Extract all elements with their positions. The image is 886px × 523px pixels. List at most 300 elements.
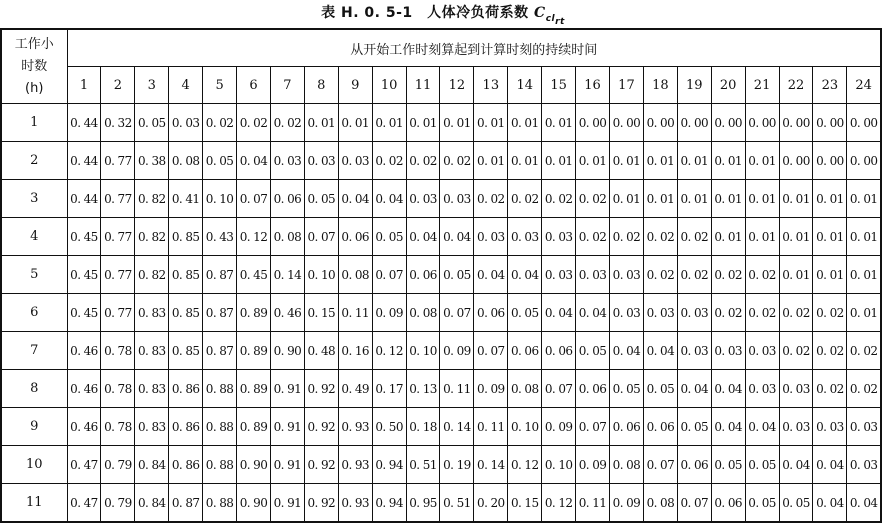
coefficient-cell: 0. 07	[237, 180, 271, 218]
coefficient-cell: 0. 01	[813, 218, 847, 256]
coefficient-cell: 0. 02	[440, 142, 474, 180]
coefficient-cell: 0. 02	[677, 256, 711, 294]
hour-header: 17	[610, 67, 644, 104]
coefficient-cell: 0. 00	[779, 104, 813, 142]
coefficient-cell: 0. 01	[508, 104, 542, 142]
coefficient-cell: 0. 77	[101, 294, 135, 332]
coefficient-cell: 0. 49	[338, 370, 372, 408]
coefficient-cell: 0. 01	[610, 142, 644, 180]
coefficient-cell: 0. 10	[542, 446, 576, 484]
coefficient-cell: 0. 06	[711, 484, 745, 523]
coefficient-cell: 0. 50	[372, 408, 406, 446]
coefficient-cell: 0. 85	[169, 218, 203, 256]
coefficient-cell: 0. 02	[779, 332, 813, 370]
coefficient-cell: 0. 04	[813, 446, 847, 484]
coefficient-cell: 0. 19	[440, 446, 474, 484]
coefficient-cell: 0. 18	[406, 408, 440, 446]
coefficient-cell: 0. 02	[610, 218, 644, 256]
coefficient-cell: 0. 05	[372, 218, 406, 256]
coefficient-cell: 0. 01	[779, 218, 813, 256]
coefficient-cell: 0. 51	[406, 446, 440, 484]
coefficient-cell: 0. 09	[372, 294, 406, 332]
coefficient-cell: 0. 02	[711, 294, 745, 332]
coefficient-cell: 0. 04	[745, 408, 779, 446]
hour-header: 6	[237, 67, 271, 104]
coefficient-cell: 0. 06	[508, 332, 542, 370]
coefficient-cell: 0. 06	[338, 218, 372, 256]
header-row-hours	[1, 67, 881, 104]
coefficient-cell: 0. 03	[745, 370, 779, 408]
coefficient-cell: 0. 06	[542, 332, 576, 370]
table-row	[1, 218, 881, 256]
coefficient-cell: 0. 89	[237, 408, 271, 446]
coefficient-cell: 0. 06	[610, 408, 644, 446]
coefficient-cell: 0. 46	[270, 294, 304, 332]
table-row	[1, 484, 881, 523]
coefficient-cell: 0. 92	[304, 446, 338, 484]
coefficient-cell: 0. 01	[745, 142, 779, 180]
coefficient-cell: 0. 06	[474, 294, 508, 332]
coefficient-cell: 0. 10	[406, 332, 440, 370]
coefficient-cell: 0. 05	[576, 332, 610, 370]
coefficient-cell: 0. 02	[745, 294, 779, 332]
hour-header: 13	[474, 67, 508, 104]
coefficient-cell: 0. 03	[610, 256, 644, 294]
coefficient-cell: 0. 87	[169, 484, 203, 523]
coefficient-cell: 0. 05	[203, 142, 237, 180]
hour-header: 3	[135, 67, 169, 104]
coefficient-cell: 0. 43	[203, 218, 237, 256]
coefficient-cell: 0. 85	[169, 294, 203, 332]
coefficient-cell: 0. 48	[304, 332, 338, 370]
coefficient-cell: 0. 02	[474, 180, 508, 218]
coefficient-cell: 0. 01	[779, 256, 813, 294]
coefficient-cell: 0. 00	[813, 142, 847, 180]
coefficient-cell: 0. 01	[643, 142, 677, 180]
coefficient-cell: 0. 01	[745, 218, 779, 256]
coefficient-cell: 0. 12	[508, 446, 542, 484]
coefficient-cell: 0. 90	[270, 332, 304, 370]
hour-header: 14	[508, 67, 542, 104]
coefficient-cell: 0. 12	[542, 484, 576, 523]
coefficient-cell: 0. 83	[135, 294, 169, 332]
coefficient-cell: 0. 84	[135, 484, 169, 523]
coefficient-cell: 0. 03	[779, 370, 813, 408]
table-title-prefix: 表 H. 0. 5-1 人体冷负荷系数	[321, 5, 535, 21]
coefficient-cell: 0. 95	[406, 484, 440, 523]
coefficient-cell: 0. 92	[304, 408, 338, 446]
coefficient-cell: 0. 93	[338, 446, 372, 484]
hour-header: 24	[847, 67, 881, 104]
coefficient-cell: 0. 01	[508, 142, 542, 180]
coefficient-cell: 0. 47	[67, 446, 101, 484]
coefficient-cell: 0. 77	[101, 256, 135, 294]
hour-header: 15	[542, 67, 576, 104]
coefficient-cell: 0. 07	[304, 218, 338, 256]
coefficient-cell: 0. 07	[440, 294, 474, 332]
coefficient-cell: 0. 03	[338, 142, 372, 180]
row-hours-label: 6	[1, 294, 67, 332]
coefficient-cell: 0. 86	[169, 408, 203, 446]
coefficient-cell: 0. 02	[542, 180, 576, 218]
coefficient-cell: 0. 83	[135, 408, 169, 446]
hour-header: 16	[576, 67, 610, 104]
coefficient-cell: 0. 05	[610, 370, 644, 408]
hour-header: 22	[779, 67, 813, 104]
coefficient-cell: 0. 86	[169, 370, 203, 408]
coefficient-cell: 0. 01	[542, 142, 576, 180]
coefficient-cell: 0. 05	[135, 104, 169, 142]
coefficient-cell: 0. 04	[372, 180, 406, 218]
coefficient-cell: 0. 02	[508, 180, 542, 218]
coefficient-cell: 0. 08	[643, 484, 677, 523]
coefficient-cell: 0. 04	[440, 218, 474, 256]
coefficient-cell: 0. 07	[474, 332, 508, 370]
coefficient-cell: 0. 01	[847, 180, 881, 218]
coefficient-cell: 0. 82	[135, 180, 169, 218]
hour-header: 5	[203, 67, 237, 104]
coefficient-cell: 0. 03	[813, 408, 847, 446]
coefficient-cell: 0. 14	[440, 408, 474, 446]
coefficient-cell: 0. 00	[847, 142, 881, 180]
table-row	[1, 370, 881, 408]
coefficient-cell: 0. 04	[406, 218, 440, 256]
coefficient-cell: 0. 45	[237, 256, 271, 294]
coefficient-cell: 0. 06	[677, 446, 711, 484]
coefficient-cell: 0. 00	[847, 104, 881, 142]
coefficient-cell: 0. 01	[304, 104, 338, 142]
coefficient-cell: 0. 89	[237, 370, 271, 408]
coefficient-cell: 0. 01	[677, 142, 711, 180]
coefficient-cell: 0. 77	[101, 180, 135, 218]
hour-header: 20	[711, 67, 745, 104]
coefficient-cell: 0. 02	[576, 218, 610, 256]
coefficient-cell: 0. 02	[711, 256, 745, 294]
coefficient-cell: 0. 88	[203, 446, 237, 484]
coefficient-cell: 0. 82	[135, 256, 169, 294]
coefficient-cell: 0. 03	[406, 180, 440, 218]
coefficient-cell: 0. 02	[847, 332, 881, 370]
coefficient-cell: 0. 77	[101, 218, 135, 256]
hour-header: 23	[813, 67, 847, 104]
coefficient-cell: 0. 90	[237, 484, 271, 523]
coefficient-cell: 0. 93	[338, 484, 372, 523]
coefficient-cell: 0. 01	[576, 142, 610, 180]
coefficient-cell: 0. 04	[237, 142, 271, 180]
row-hours-label: 5	[1, 256, 67, 294]
coefficient-cell: 0. 09	[542, 408, 576, 446]
coefficient-cell: 0. 06	[643, 408, 677, 446]
coefficient-cell: 0. 02	[779, 294, 813, 332]
table-row	[1, 408, 881, 446]
coefficient-cell: 0. 04	[677, 370, 711, 408]
table-title	[0, 2, 886, 27]
coefficient-cell: 0. 02	[813, 294, 847, 332]
coefficient-cell: 0. 06	[576, 370, 610, 408]
coefficient-cell: 0. 92	[304, 370, 338, 408]
coefficient-cell: 0. 03	[304, 142, 338, 180]
coefficient-cell: 0. 01	[643, 180, 677, 218]
coefficient-cell: 0. 04	[474, 256, 508, 294]
coefficient-cell: 0. 00	[610, 104, 644, 142]
coefficient-cell: 0. 01	[847, 256, 881, 294]
table-row	[1, 332, 881, 370]
coefficient-cell: 0. 92	[304, 484, 338, 523]
coefficient-cell: 0. 02	[406, 142, 440, 180]
coefficient-cell: 0. 01	[711, 180, 745, 218]
coefficient-cell: 0. 01	[847, 294, 881, 332]
coefficient-cell: 0. 05	[779, 484, 813, 523]
coefficient-cell: 0. 08	[338, 256, 372, 294]
coefficient-cell: 0. 07	[643, 446, 677, 484]
coefficient-cell: 0. 03	[440, 180, 474, 218]
coefficient-cell: 0. 01	[745, 180, 779, 218]
coefficient-cell: 0. 87	[203, 256, 237, 294]
corner-label-line-3: (h)	[25, 80, 44, 96]
hour-header: 12	[440, 67, 474, 104]
coefficient-cell: 0. 91	[270, 408, 304, 446]
coefficient-cell: 0. 03	[745, 332, 779, 370]
coefficient-cell: 0. 88	[203, 484, 237, 523]
coefficient-cell: 0. 01	[542, 104, 576, 142]
coefficient-cell: 0. 02	[203, 104, 237, 142]
hour-header: 11	[406, 67, 440, 104]
coefficient-cell: 0. 44	[67, 104, 101, 142]
hour-header: 1	[67, 67, 101, 104]
coefficient-cell: 0. 91	[270, 484, 304, 523]
hour-header: 9	[338, 67, 372, 104]
coefficient-cell: 0. 00	[677, 104, 711, 142]
coefficient-cell: 0. 12	[372, 332, 406, 370]
coefficient-cell: 0. 04	[542, 294, 576, 332]
coefficient-cell: 0. 20	[474, 484, 508, 523]
coefficient-cell: 0. 02	[643, 256, 677, 294]
coefficient-cell: 0. 04	[338, 180, 372, 218]
coefficient-cell: 0. 07	[542, 370, 576, 408]
coefficient-cell: 0. 01	[338, 104, 372, 142]
coefficient-cell: 0. 01	[440, 104, 474, 142]
hour-header: 2	[101, 67, 135, 104]
coefficient-cell: 0. 14	[270, 256, 304, 294]
coefficient-cell: 0. 88	[203, 408, 237, 446]
row-hours-label: 9	[1, 408, 67, 446]
coefficient-cell: 0. 45	[67, 256, 101, 294]
coefficient-cell: 0. 05	[711, 446, 745, 484]
coefficient-cell: 0. 10	[508, 408, 542, 446]
coefficient-cell: 0. 93	[338, 408, 372, 446]
coefficient-cell: 0. 11	[440, 370, 474, 408]
table-row	[1, 446, 881, 484]
coefficient-cell: 0. 01	[847, 218, 881, 256]
coefficient-cell: 0. 05	[643, 370, 677, 408]
corner-label-line-2: 时数	[21, 58, 48, 74]
coefficient-cell: 0. 03	[508, 218, 542, 256]
coefficient-cell: 0. 05	[745, 446, 779, 484]
coefficient-cell: 0. 04	[576, 294, 610, 332]
coefficient-cell: 0. 85	[169, 332, 203, 370]
coefficient-cell: 0. 10	[203, 180, 237, 218]
table-row	[1, 294, 881, 332]
row-hours-label: 10	[1, 446, 67, 484]
table-row	[1, 142, 881, 180]
coefficient-cell: 0. 01	[610, 180, 644, 218]
coefficient-cell: 0. 01	[474, 104, 508, 142]
row-hours-label: 4	[1, 218, 67, 256]
coefficient-cell: 0. 79	[101, 446, 135, 484]
coefficient-cell: 0. 01	[813, 256, 847, 294]
coefficient-cell: 0. 09	[576, 446, 610, 484]
coefficient-cell: 0. 01	[372, 104, 406, 142]
coefficient-cell: 0. 01	[711, 142, 745, 180]
coefficient-cell: 0. 90	[237, 446, 271, 484]
coefficient-cell: 0. 02	[813, 370, 847, 408]
hour-header: 4	[169, 67, 203, 104]
coefficient-cell: 0. 00	[813, 104, 847, 142]
row-hours-label: 1	[1, 104, 67, 142]
coefficient-cell: 0. 46	[67, 408, 101, 446]
coefficient-cell: 0. 94	[372, 446, 406, 484]
coefficient-cell: 0. 02	[372, 142, 406, 180]
coefficient-cell: 0. 07	[576, 408, 610, 446]
coefficient-cell: 0. 08	[406, 294, 440, 332]
coefficient-cell: 0. 02	[745, 256, 779, 294]
coefficient-cell: 0. 91	[270, 370, 304, 408]
coefficient-cell: 0. 07	[677, 484, 711, 523]
coefficient-cell: 0. 03	[677, 294, 711, 332]
coefficient-cell: 0. 02	[270, 104, 304, 142]
row-hours-label: 7	[1, 332, 67, 370]
coefficient-cell: 0. 03	[779, 408, 813, 446]
coefficient-cell: 0. 77	[101, 142, 135, 180]
coefficient-cell: 0. 03	[847, 408, 881, 446]
coefficient-cell: 0. 03	[610, 294, 644, 332]
hour-header: 21	[745, 67, 779, 104]
coefficient-cell: 0. 03	[270, 142, 304, 180]
coefficient-cell: 0. 01	[779, 180, 813, 218]
row-hours-label: 11	[1, 484, 67, 523]
coefficient-cell: 0. 04	[643, 332, 677, 370]
row-hours-label: 8	[1, 370, 67, 408]
coefficient-cell: 0. 45	[67, 294, 101, 332]
hour-header: 19	[677, 67, 711, 104]
coefficient-symbol: C	[534, 5, 546, 21]
coefficient-cell: 0. 04	[847, 484, 881, 523]
coefficient-cell: 0. 05	[745, 484, 779, 523]
coefficient-cell: 0. 02	[237, 104, 271, 142]
coefficient-cell: 0. 78	[101, 332, 135, 370]
coefficient-cell: 0. 02	[677, 218, 711, 256]
coefficient-cell: 0. 01	[711, 218, 745, 256]
coefficient-cell: 0. 51	[440, 484, 474, 523]
coefficient-cell: 0. 86	[169, 446, 203, 484]
coefficient-cell: 0. 04	[508, 256, 542, 294]
coefficient-cell: 0. 08	[508, 370, 542, 408]
coefficient-cell: 0. 46	[67, 332, 101, 370]
coefficient-cell: 0. 02	[847, 370, 881, 408]
coefficient-cell: 0. 05	[440, 256, 474, 294]
coefficient-cell: 0. 01	[406, 104, 440, 142]
coefficient-cell: 0. 09	[440, 332, 474, 370]
coefficient-subscript: clrt	[545, 13, 565, 27]
coefficient-cell: 0. 08	[270, 218, 304, 256]
coefficient-cell: 0. 03	[711, 332, 745, 370]
coefficient-cell: 0. 01	[474, 142, 508, 180]
coefficient-cell: 0. 05	[508, 294, 542, 332]
coefficient-cell: 0. 41	[169, 180, 203, 218]
coefficient-cell: 0. 00	[643, 104, 677, 142]
coefficient-cell: 0. 01	[813, 180, 847, 218]
coefficient-cell: 0. 00	[711, 104, 745, 142]
coefficient-cell: 0. 03	[847, 446, 881, 484]
coefficient-cell: 0. 09	[474, 370, 508, 408]
hour-header: 7	[270, 67, 304, 104]
coefficient-cell: 0. 38	[135, 142, 169, 180]
coefficient-cell: 0. 89	[237, 332, 271, 370]
coefficient-cell: 0. 15	[304, 294, 338, 332]
coefficient-cell: 0. 82	[135, 218, 169, 256]
coefficient-cell: 0. 04	[711, 370, 745, 408]
coefficient-cell: 0. 07	[372, 256, 406, 294]
corner-header	[1, 29, 67, 104]
coefficient-cell: 0. 88	[203, 370, 237, 408]
coefficient-cell: 0. 78	[101, 408, 135, 446]
coefficient-cell: 0. 03	[474, 218, 508, 256]
coefficient-cell: 0. 01	[677, 180, 711, 218]
coefficient-cell: 0. 03	[576, 256, 610, 294]
coefficient-cell: 0. 03	[677, 332, 711, 370]
coefficient-cell: 0. 02	[576, 180, 610, 218]
coefficient-cell: 0. 94	[372, 484, 406, 523]
table-row	[1, 180, 881, 218]
coefficient-cell: 0. 16	[338, 332, 372, 370]
coefficient-cell: 0. 78	[101, 370, 135, 408]
coefficient-cell: 0. 32	[101, 104, 135, 142]
coefficient-table	[0, 28, 882, 523]
coefficient-cell: 0. 11	[338, 294, 372, 332]
coefficient-cell: 0. 12	[237, 218, 271, 256]
header-row-span	[1, 29, 881, 67]
row-hours-label: 2	[1, 142, 67, 180]
coefficient-cell: 0. 08	[610, 446, 644, 484]
coefficient-cell: 0. 79	[101, 484, 135, 523]
hour-header: 18	[643, 67, 677, 104]
coefficient-cell: 0. 00	[745, 104, 779, 142]
coefficient-cell: 0. 87	[203, 294, 237, 332]
coefficient-cell: 0. 05	[677, 408, 711, 446]
coefficient-cell: 0. 89	[237, 294, 271, 332]
coefficient-cell: 0. 44	[67, 180, 101, 218]
coefficient-cell: 0. 02	[813, 332, 847, 370]
coefficient-cell: 0. 06	[406, 256, 440, 294]
coefficient-cell: 0. 46	[67, 370, 101, 408]
coefficient-cell: 0. 17	[372, 370, 406, 408]
coefficient-cell: 0. 03	[542, 256, 576, 294]
coefficient-cell: 0. 04	[779, 446, 813, 484]
coefficient-cell: 0. 44	[67, 142, 101, 180]
coefficient-cell: 0. 03	[169, 104, 203, 142]
hour-header: 8	[304, 67, 338, 104]
coefficient-cell: 0. 04	[610, 332, 644, 370]
coefficient-cell: 0. 03	[542, 218, 576, 256]
coefficient-cell: 0. 45	[67, 218, 101, 256]
table-body	[1, 104, 881, 523]
coefficient-cell: 0. 06	[270, 180, 304, 218]
hour-header: 10	[372, 67, 406, 104]
coefficient-cell: 0. 11	[576, 484, 610, 523]
coefficient-cell: 0. 85	[169, 256, 203, 294]
coefficient-cell: 0. 83	[135, 332, 169, 370]
coefficient-cell: 0. 04	[813, 484, 847, 523]
